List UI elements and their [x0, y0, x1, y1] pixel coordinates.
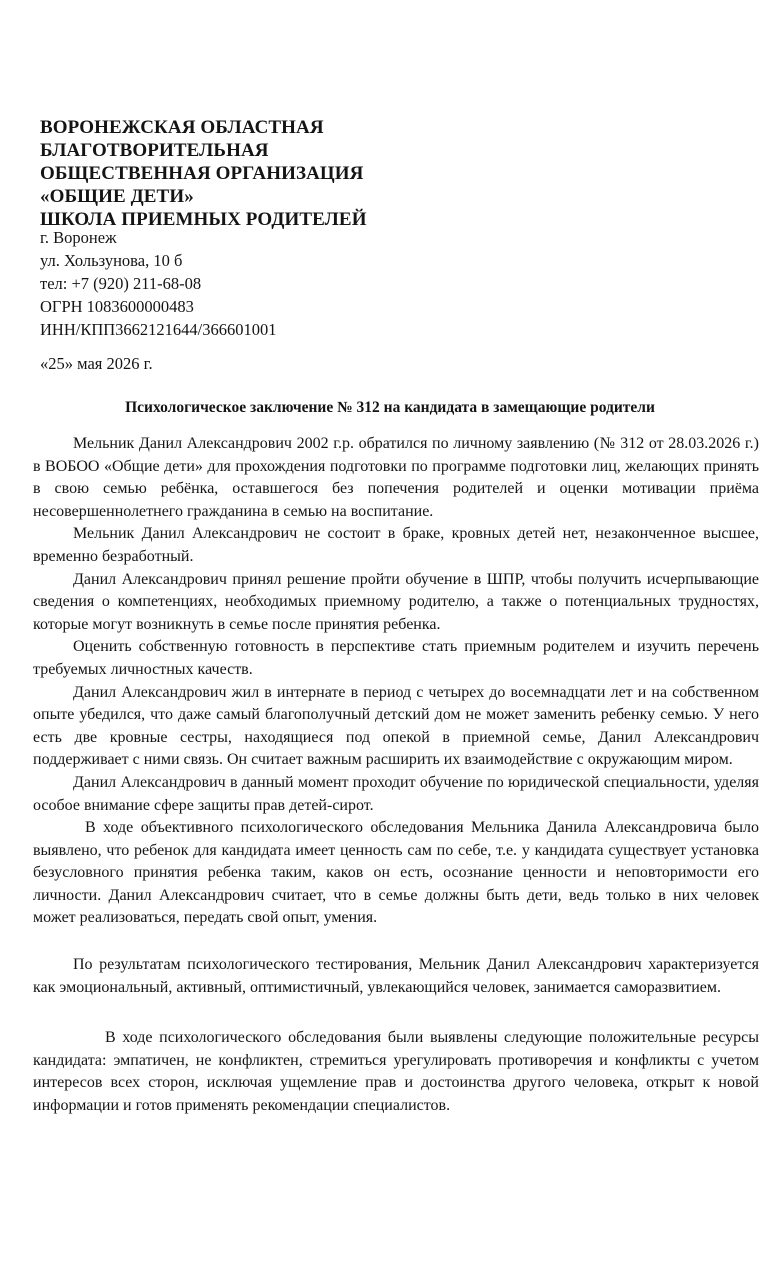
body-paragraph: По результатам психологического тестирования, Мельник Данил Александрович характеризуется как эмоциональный, активный, оптимистичный, увлекающийся человек, занимается саморазвитием. [33, 956, 759, 996]
body-paragraph: Мельник Данил Александрович 2002 г.р. обратился по личному заявлению (№ 312 от 28.03.2026 г.) в ВОБОО «Общие дети» для прохождения подготовки по программе подготовки лиц, желающих принять в свою семью ребёнка, оставшегося без попечения родителей и оценки мотивации приёма несовершеннолетнего гражданина в семью на воспитание. [33, 435, 759, 520]
body-paragraph: Данил Александрович принял решение пройти обучение в ШПР, чтобы получить исчерпывающие сведения о компетенциях, необходимых приемному родителю, а также о потенциальных трудностях, которые могут возникнуть в семье после принятия ребенка. [33, 570, 759, 633]
body-paragraph: Оценить собственную готовность в перспективе стать приемным родителем и изучить перечень требуемых личностных качеств. [33, 638, 759, 678]
address-inn-kpp: ИНН/КПП3662121644/366601001 [40, 320, 277, 339]
org-name-line: ШКОЛА ПРИЕМНЫХ РОДИТЕЛЕЙ [40, 209, 367, 230]
organization-address [40, 226, 740, 341]
body-paragraph: В ходе психологического обследования были выявлены следующие положительные ресурсы кандидата: эмпатичен, не конфликтен, стремиться урегулировать противоречия и конфликты с учетом интересов всех сторон, исключая ущемление прав и достоинства другого человека, открыт к новой информации и готов применять рекомендации специалистов. [33, 1029, 759, 1115]
body-paragraph: В ходе объективного психологического обследования Мельника Данила Александровича было выявлено, что ребенок для кандидата имеет ценность сам по себе, т.е. у кандидата существует установка безусловного принятия ребенка таким, каков он есть, осознание ценности и неповторимости его личности. Данил Александрович считает, что в семье должны быть дети, ведь только в них человек может реализоваться, передать свой опыт, умения. [33, 819, 759, 927]
body-paragraph: Данил Александрович в данный момент проходит обучение по юридической специальности, уделяя особое внимание сфере защиты прав детей-сирот. [33, 773, 759, 814]
document-date: «25» мая 2026 г. [40, 354, 153, 373]
org-name-line: ОБЩЕСТВЕННАЯ ОРГАНИЗАЦИЯ [40, 163, 364, 184]
address-street: ул. Хользунова, 10 б [40, 251, 183, 270]
body-paragraph: Мельник Данил Александрович не состоит в браке, кровных детей нет, незаконченное высшее, временно безработный. [33, 525, 759, 565]
document-body [33, 433, 759, 1118]
organization-header [40, 116, 740, 231]
org-name-line: ВОРОНЕЖСКАЯ ОБЛАСТНАЯ [40, 117, 324, 138]
org-name-line: БЛАГОТВОРИТЕЛЬНАЯ [40, 140, 269, 161]
address-phone: тел: +7 (920) 211-68-08 [40, 274, 202, 293]
document-title: Психологическое заключение № 312 на кандидата в замещающие родители [125, 399, 655, 416]
address-city: г. Воронеж [40, 228, 117, 247]
org-name-line: «ОБЩИЕ ДЕТИ» [40, 186, 194, 207]
address-ogrn: ОГРН 1083600000483 [40, 297, 194, 316]
body-paragraph: Данил Александрович жил в интернате в период с четырех до восемнадцати лет и на собственном опыте убедился, что даже самый благополучный детский дом не может заменить ребенку семью. У него есть две кровные сестры, находящиеся под опекой в приемной семье, Данил Александрович поддерживает с ними связь. Он считает важным расширить их взаимодействие с окружающим миром. [33, 683, 759, 769]
